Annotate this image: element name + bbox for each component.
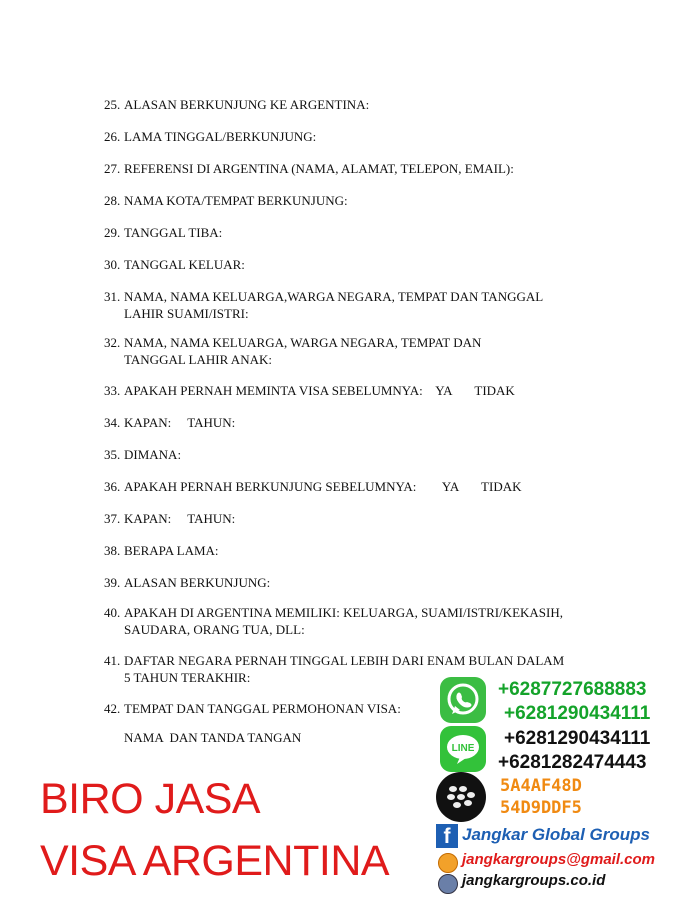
whatsapp-number-2[interactable]: +6281290434111: [504, 703, 651, 724]
question-36: 36. APAKAH PERNAH BERKUNJUNG SEBELUMNYA: YA TIDAK: [104, 479, 522, 494]
email-address[interactable]: jangkargroups@gmail.com: [462, 851, 656, 868]
svg-text:LINE: LINE: [451, 743, 475, 754]
whatsapp-number-1[interactable]: +6287727688883: [498, 679, 647, 700]
whatsapp-icon: [440, 677, 486, 723]
bbm-pin-1[interactable]: 5A4AF48D: [500, 776, 582, 796]
globe-icon: [438, 874, 458, 894]
question-42: 42. TEMPAT DAN TANGGAL PERMOHONAN VISA:: [104, 701, 401, 716]
email-icon: [438, 853, 458, 873]
facebook-name[interactable]: Jangkar Global Groups: [462, 825, 650, 844]
line-number-2[interactable]: +6281282474443: [498, 752, 647, 773]
facebook-icon: f: [436, 824, 458, 848]
question-32: 32. NAMA, NAMA KELUARGA, WARGA NEGARA, TEMPAT DAN TANGGAL LAHIR ANAK:: [104, 335, 482, 367]
question-34: 34. KAPAN: TAHUN:: [104, 415, 236, 430]
question-28: 28. NAMA KOTA/TEMPAT BERKUNJUNG:: [104, 193, 348, 208]
banner-line-1: BIRO JASA: [40, 775, 261, 823]
blackberry-messenger-icon: [436, 772, 486, 822]
question-33: 33. APAKAH PERNAH MEMINTA VISA SEBELUMNYA: YA TIDAK: [104, 383, 515, 398]
question-29: 29. TANGGAL TIBA:: [104, 225, 223, 240]
question-30: 30. TANGGAL KELUAR:: [104, 257, 245, 272]
question-25: 25. ALASAN BERKUNJUNG KE ARGENTINA:: [104, 97, 370, 112]
website-url[interactable]: jangkargroups.co.id: [462, 872, 606, 889]
question-39: 39. ALASAN BERKUNJUNG:: [104, 575, 271, 590]
question-38: 38. BERAPA LAMA:: [104, 543, 219, 558]
question-41: 41. DAFTAR NEGARA PERNAH TINGGAL LEBIH DARI ENAM BULAN DALAM 5 TAHUN TERAKHIR:: [104, 653, 565, 685]
question-35: 35. DIMANA:: [104, 447, 182, 462]
question-27: 27. REFERENSI DI ARGENTINA (NAMA, ALAMAT, TELEPON, EMAIL):: [104, 161, 514, 176]
signature-label: NAMA DAN TANDA TANGAN: [124, 730, 302, 745]
question-31: 31. NAMA, NAMA KELUARGA,WARGA NEGARA, TEMPAT DAN TANGGAL LAHIR SUAMI/ISTRI:: [104, 289, 544, 321]
bbm-pin-2[interactable]: 54D9DDF5: [500, 798, 582, 818]
line-icon: [440, 726, 486, 772]
question-40: 40. APAKAH DI ARGENTINA MEMILIKI: KELUARGA, SUAMI/ISTRI/KEKASIH, SAUDARA, ORANG TUA, DLL:: [104, 605, 563, 637]
question-37: 37. KAPAN: TAHUN:: [104, 511, 236, 526]
contact-panel: [436, 672, 700, 906]
question-26: 26. LAMA TINGGAL/BERKUNJUNG:: [104, 129, 317, 144]
line-number-1[interactable]: +6281290434111: [504, 728, 651, 749]
banner-line-2: VISA ARGENTINA: [40, 837, 390, 885]
